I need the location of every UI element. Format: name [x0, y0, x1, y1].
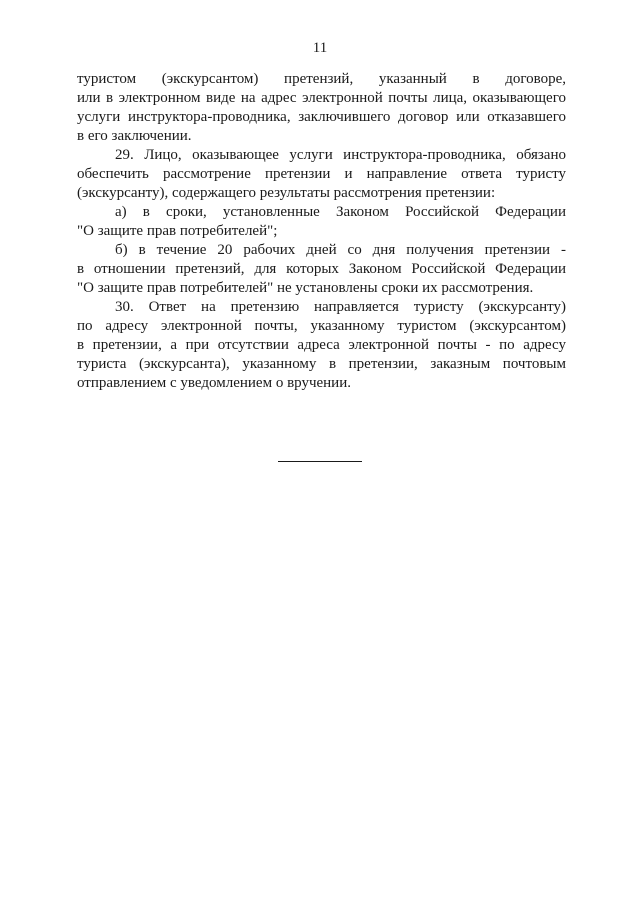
page-number: 11	[312, 40, 328, 56]
paragraph-line: услуги инструктора-проводника, заключившего договор или отказавшего	[77, 109, 566, 125]
subclause-a-line: а) в сроки, установленные Законом Российской Федерации	[115, 204, 566, 220]
subclause-a-line: "О защите прав потребителей";	[77, 223, 278, 239]
clause-30-line: в претензии, а при отсутствии адреса электронной почты - по адресу	[77, 337, 566, 353]
subclause-b-line: в отношении претензий, для которых Законом Российской Федерации	[77, 261, 566, 277]
clause-30-line: 30. Ответ на претензию направляется туристу (экскурсанту)	[115, 299, 566, 315]
clause-29-line: обеспечить рассмотрение претензии и направление ответа туристу	[77, 166, 566, 182]
clause-30-line: по адресу электронной почты, указанному туристом (экскурсантом)	[77, 318, 566, 334]
subclause-b-line: "О защите прав потребителей" не установлены сроки их рассмотрения.	[77, 280, 534, 296]
clause-30-line: отправлением с уведомлением о вручении.	[77, 375, 351, 391]
subclause-b-line: б) в течение 20 рабочих дней со дня получения претензии -	[115, 242, 566, 258]
paragraph-line: или в электронном виде на адрес электронной почты лица, оказывающего	[77, 90, 566, 106]
paragraph-line: туристом (экскурсантом) претензий, указанный в договоре,	[77, 71, 566, 87]
clause-29-line: (экскурсанту), содержащего результаты рассмотрения претензии:	[77, 185, 496, 201]
clause-30-line: туриста (экскурсанта), указанному в претензии, заказным почтовым	[77, 356, 566, 372]
document-body	[77, 70, 566, 393]
clause-29-line: 29. Лицо, оказывающее услуги инструктора-проводника, обязано	[115, 147, 566, 163]
end-divider	[278, 461, 362, 462]
paragraph-line: в его заключении.	[77, 128, 192, 144]
